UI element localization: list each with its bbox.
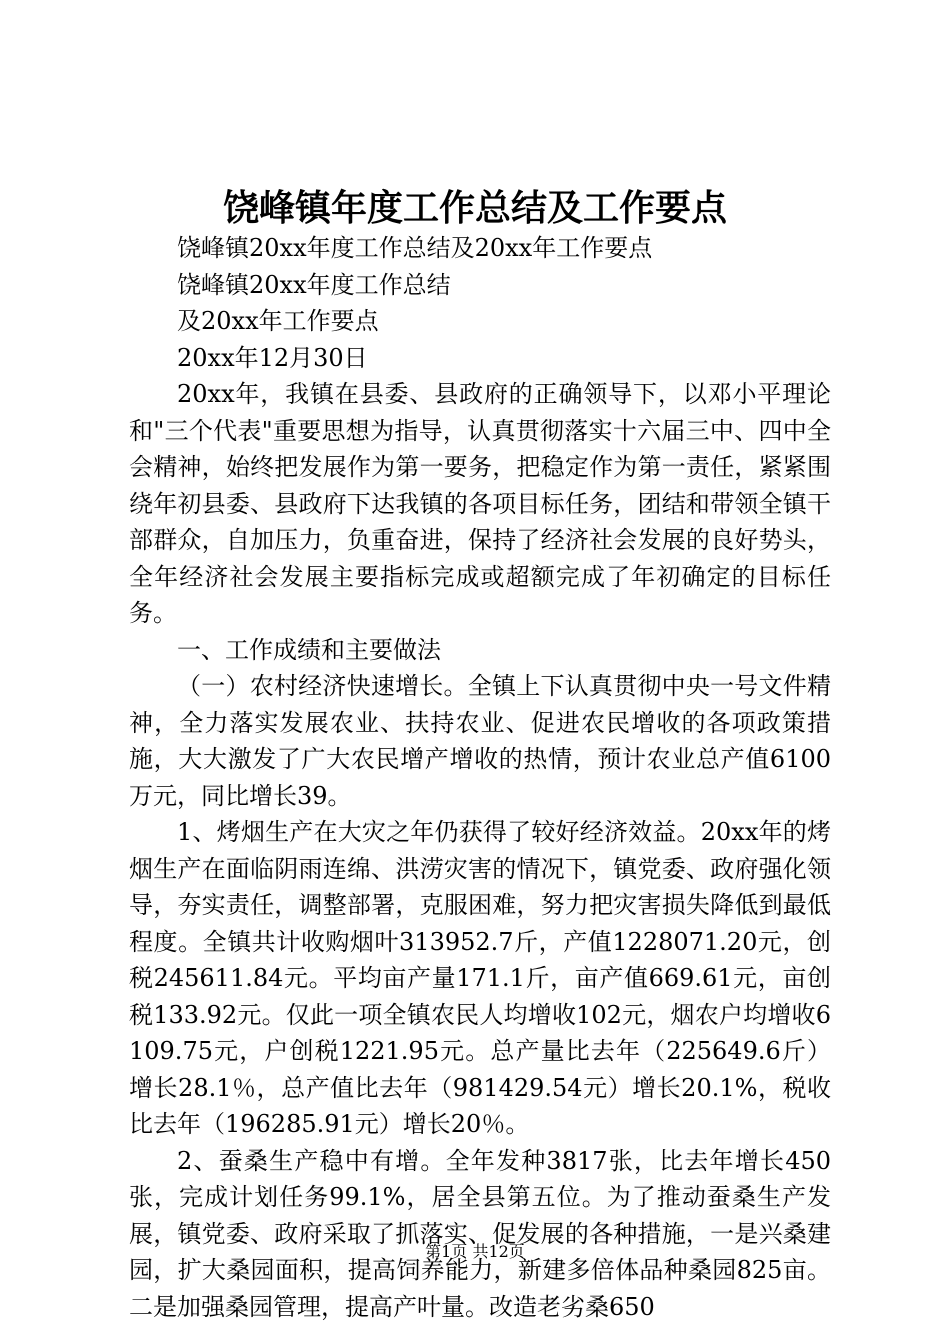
- document-body: [129, 230, 831, 1325]
- page-footer: 第1页 共12页: [425, 1242, 525, 1261]
- body-paragraph: 1、烤烟生产在大灾之年仍获得了较好经济效益。20xx年的烤烟生产在面临阴雨连绵、洪涝灾害的情况下，镇党委、政府强化领导，夯实责任，调整部署，克服困难，努力把灾害损失降低到最低程度。全镇共计收购烟叶313952.7斤，产值1228071.20元，创税245611.84元。平均亩产量171.1斤，亩产值669.61元，亩创税133.92元。仅此一项全镇农民人均增收102元，烟农户均增收6109.75元，户创税1221.95元。总产量比去年（225649.6斤）增长28.1％，总产值比去年（981429.54元）增长20.1%，税收比去年（196285.91元）增长20％。: [129, 818, 831, 1138]
- document-title: 饶峰镇年度工作总结及工作要点: [222, 187, 727, 229]
- body-paragraph: 20xx年，我镇在县委、县政府的正确领导下，以邓小平理论和"三个代表"重要思想为指导，认真贯彻落实十六届三中、四中全会精神，始终把发展作为第一要务，把稳定作为第一责任，紧紧围绕年初县委、县政府下达我镇的各项目标任务，团结和带领全镇干部群众，自加压力，负重奋进，保持了经济社会发展的良好势头，全年经济社会发展主要指标完成或超额完成了年初确定的目标任务。: [129, 380, 831, 627]
- subtitle-line: 饶峰镇20xx年度工作总结及20xx年工作要点: [177, 234, 653, 262]
- body-paragraph: 2、蚕桑生产稳中有增。全年发种3817张，比去年增长450张，完成计划任务99.1%，居全县第五位。为了推动蚕桑生产发展，镇党委、政府采取了抓落实、促发展的各种措施，一是兴桑建园，扩大桑园面积，提高饲养能力，新建多倍体品种桑园825亩。二是加强桑园管理，提高产叶量。改造老劣桑650: [129, 1146, 831, 1321]
- subtitle-line: 及20xx年工作要点: [177, 307, 379, 335]
- body-paragraph: （一）农村经济快速增长。全镇上下认真贯彻中央一号文件精神，全力落实发展农业、扶持农业、促进农民增收的各项政策措施，大大激发了广大农民增产增收的热情，预计农业总产值6100万元，同比增长39。: [129, 672, 831, 810]
- subtitle-line: 饶峰镇20xx年度工作总结: [177, 270, 451, 299]
- date-line: 20xx年12月30日: [177, 343, 368, 372]
- section-heading: 一、工作成绩和主要做法: [177, 635, 441, 664]
